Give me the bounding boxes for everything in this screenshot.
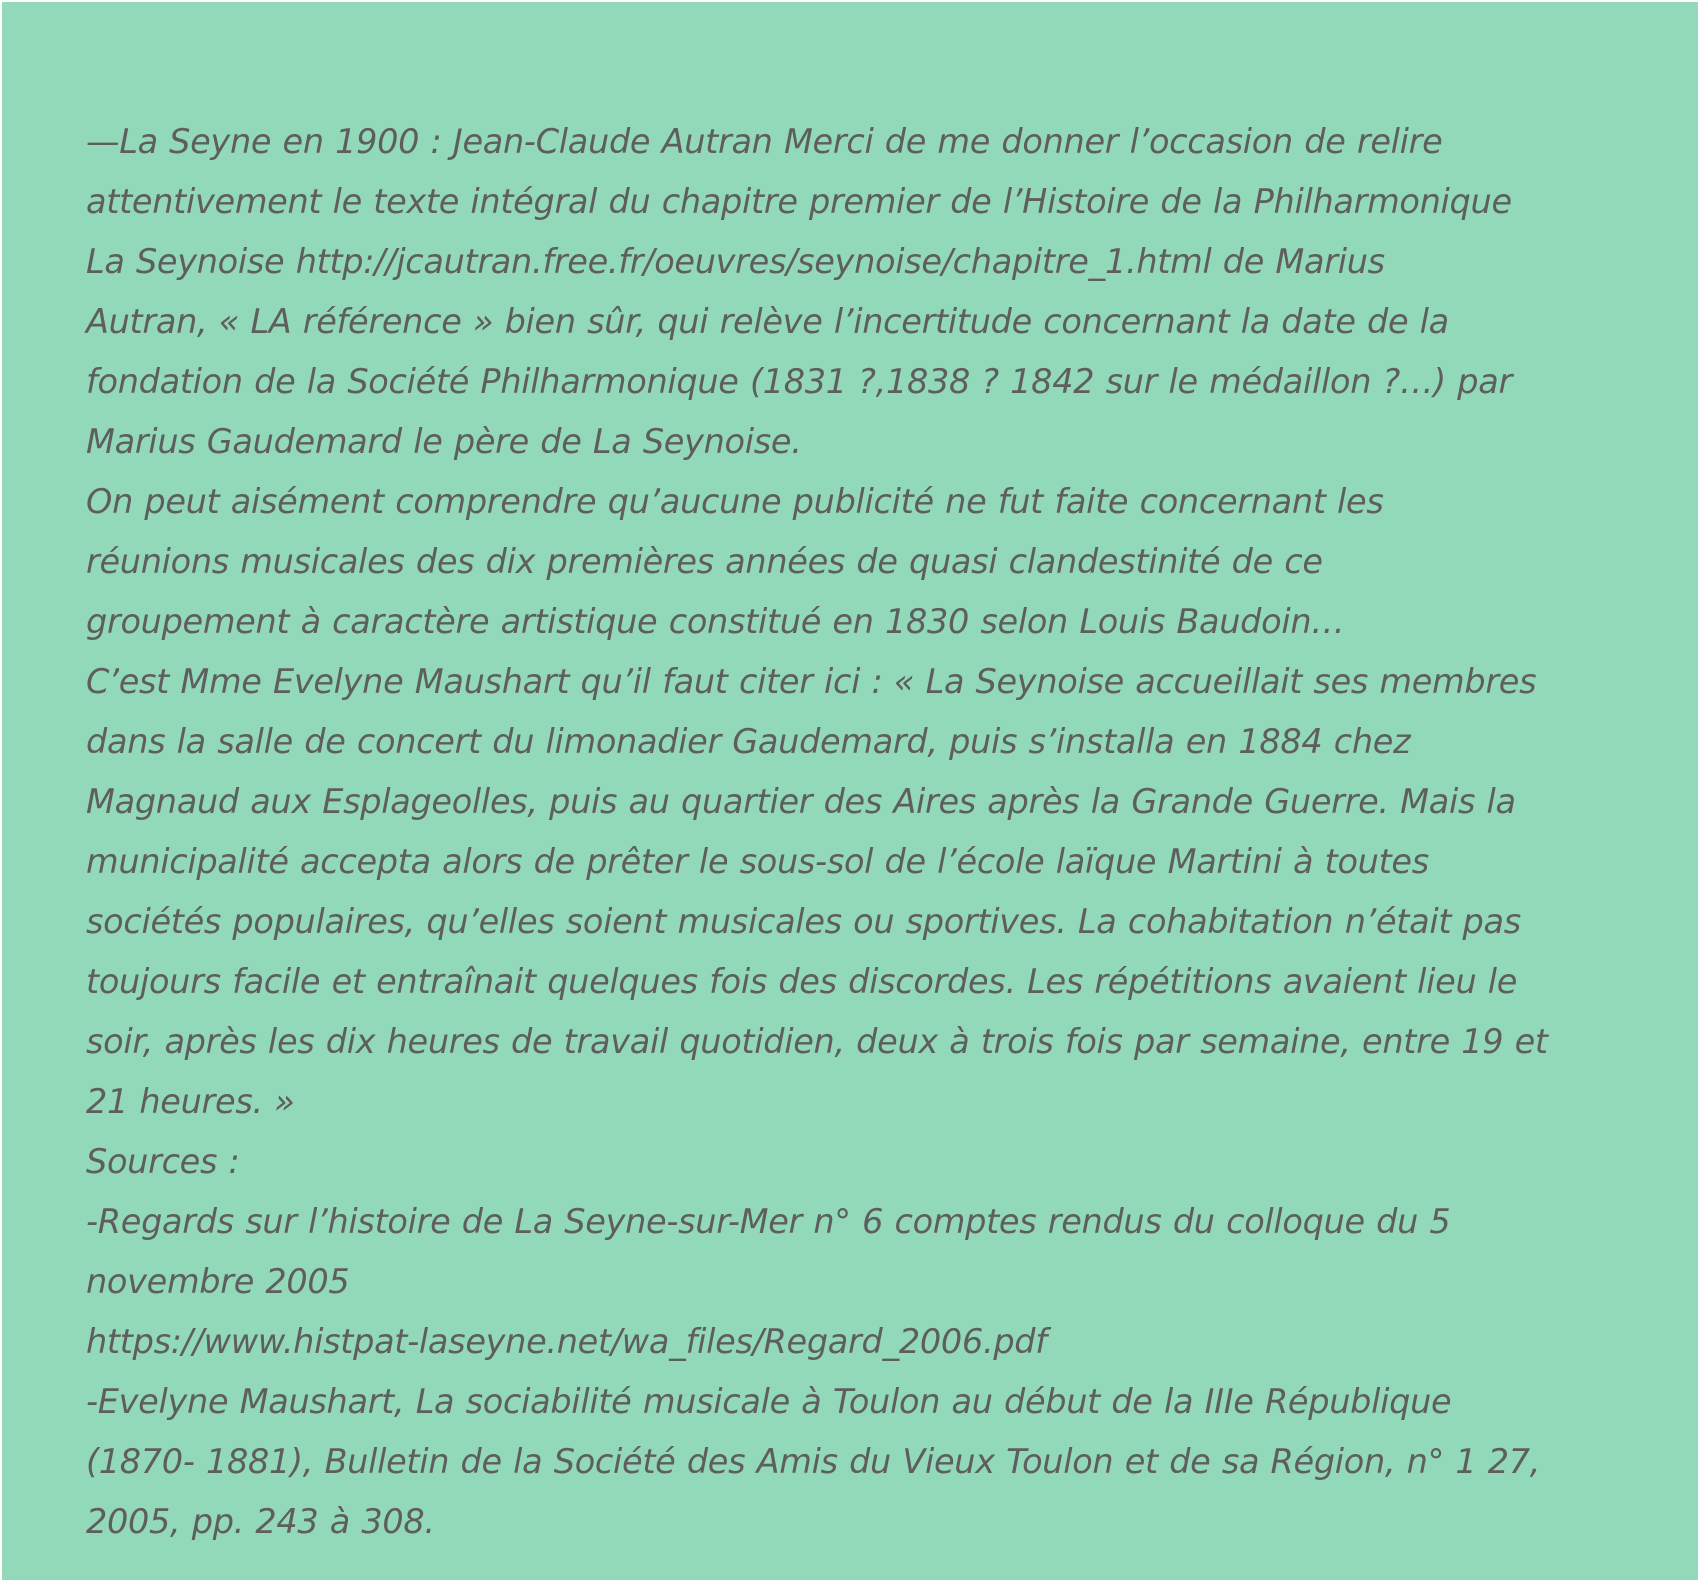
text-line: réunions musicales des dix premières années de quasi clandestinité de ce bbox=[86, 542, 1323, 581]
text-line: sociétés populaires, qu’elles soient musicales ou sportives. La cohabitation n’était pas bbox=[86, 902, 1521, 941]
text-line: fondation de la Société Philharmonique (1831 ?,1838 ? 1842 sur le médaillon ?…) par bbox=[86, 362, 1512, 401]
text-line: On peut aisément comprendre qu’aucune publicité ne fut faite concernant les bbox=[86, 482, 1384, 521]
text-line: groupement à caractère artistique constitué en 1830 selon Louis Baudoin… bbox=[86, 602, 1345, 641]
source-entry: 2005, pp. 243 à 308. bbox=[86, 1502, 435, 1541]
text-line: dans la salle de concert du limonadier Gaudemard, puis s’installa en 1884 chez bbox=[86, 722, 1411, 761]
text-line: Marius Gaudemard le père de La Seynoise. bbox=[86, 422, 802, 461]
text-line: toujours facile et entraînait quelques fois des discordes. Les répétitions avaient lieu le bbox=[86, 962, 1518, 1001]
source-entry: -Evelyne Maushart, La sociabilité musicale à Toulon au début de la IIIe République bbox=[86, 1382, 1452, 1421]
text-line: Magnaud aux Esplageolles, puis au quartier des Aires après la Grande Guerre. Mais la bbox=[86, 782, 1516, 821]
text-panel bbox=[2, 2, 1698, 1580]
source-entry: novembre 2005 bbox=[86, 1262, 350, 1301]
text-line: municipalité accepta alors de prêter le sous-sol de l’école laïque Martini à toutes bbox=[86, 842, 1429, 881]
text-line: soir, après les dix heures de travail quotidien, deux à trois fois par semaine, entre 19 et bbox=[86, 1022, 1548, 1061]
article-text bbox=[86, 112, 1638, 1552]
text-line: —La Seyne en 1900 : Jean-Claude Autran Merci de me donner l’occasion de relire bbox=[86, 122, 1443, 161]
source-entry: (1870- 1881), Bulletin de la Société des Amis du Vieux Toulon et de sa Région, n° 1 27, bbox=[86, 1442, 1541, 1481]
sources-heading: Sources : bbox=[86, 1142, 240, 1181]
text-line: C’est Mme Evelyne Maushart qu’il faut citer ici : « La Seynoise accueillait ses membres bbox=[86, 662, 1537, 701]
source-link[interactable]: https://www.histpat-laseyne.net/wa_files/Regard_2006.pdf bbox=[86, 1322, 1047, 1361]
source-entry: -Regards sur l’histoire de La Seyne-sur-Mer n° 6 comptes rendus du colloque du 5 bbox=[86, 1202, 1451, 1241]
text-line: attentivement le texte intégral du chapitre premier de l’Histoire de la Philharmonique bbox=[86, 182, 1512, 221]
text-line: La Seynoise http://jcautran.free.fr/oeuvres/seynoise/chapitre_1.html de Marius bbox=[86, 242, 1385, 281]
text-line: 21 heures. » bbox=[86, 1082, 295, 1121]
text-line: Autran, « LA référence » bien sûr, qui relève l’incertitude concernant la date de la bbox=[86, 302, 1449, 341]
